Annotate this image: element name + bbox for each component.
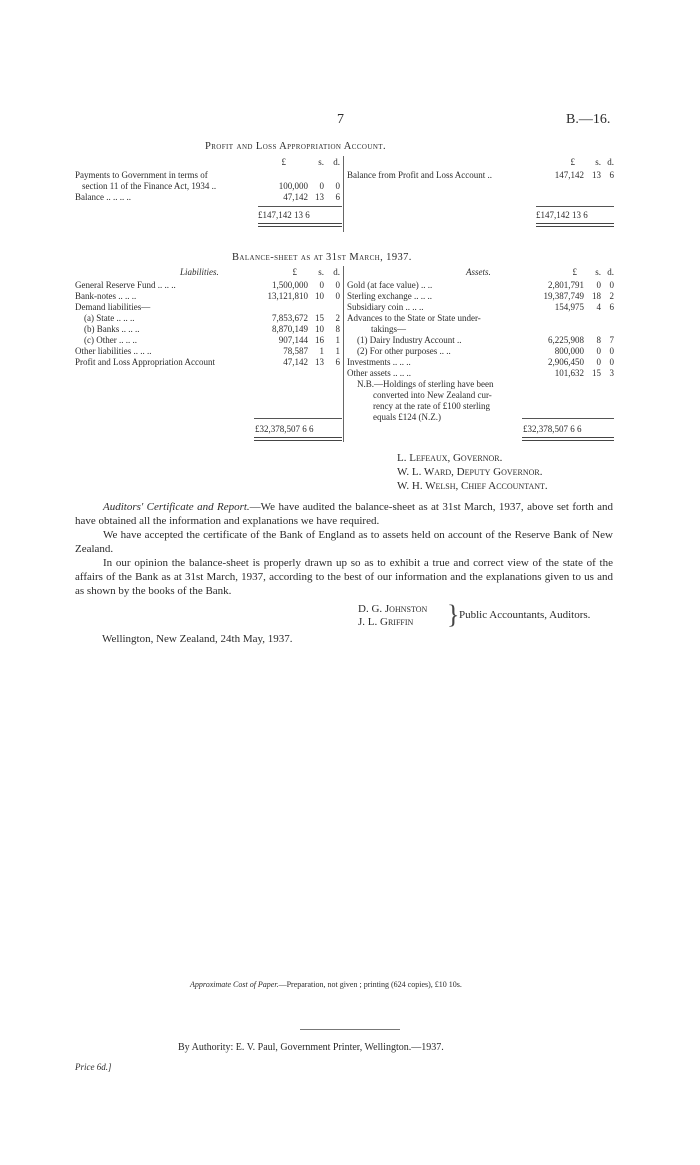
bs-column-divider [343, 266, 344, 442]
pl-left-s: 0 [319, 181, 324, 191]
asset-d: 0 [609, 357, 614, 367]
asset-amount: 2,801,791 [548, 280, 584, 290]
liability-d: 2 [335, 313, 340, 323]
asset-d: 2 [609, 291, 614, 301]
asset-d: 0 [609, 280, 614, 290]
asset-amount: 800,000 [554, 346, 584, 356]
liabilities-total: £32,378,507 6 6 [255, 424, 314, 434]
liability-s: 16 [315, 335, 324, 345]
bs-left-s-header: s. [318, 267, 324, 277]
liability-s: 1 [319, 346, 324, 356]
liability-d: 8 [335, 324, 340, 334]
pl-left-amount: 47,142 [283, 192, 308, 202]
asset-s: 0 [596, 280, 601, 290]
auditors-paragraph-2: We have accepted the certificate of the Bank of England as to assets held on account of the Reserve Bank of New Zealand. [75, 529, 613, 555]
liability-d: 6 [335, 357, 340, 367]
asset-d: 6 [609, 302, 614, 312]
liability-label: (c) Other .. .. .. [84, 335, 137, 345]
pl-right-double-rule [536, 223, 614, 227]
place-and-date: Wellington, New Zealand, 24th May, 1937. [102, 633, 293, 645]
signatory-deputy-governor: W. L. Ward, Deputy Governor. [397, 466, 543, 478]
asset-label: Gold (at face value) .. .. [347, 280, 433, 290]
liability-amount: 907,144 [278, 335, 308, 345]
liability-label: Other liabilities .. .. .. [75, 346, 152, 356]
liability-s: 13 [315, 357, 324, 367]
pl-left-amount: 100,000 [278, 181, 308, 191]
bs-right-double-rule [522, 437, 614, 441]
asset-label: (1) Dairy Industry Account .. [357, 335, 462, 345]
liability-amount: 78,587 [283, 346, 308, 356]
asset-amount: 2,906,450 [548, 357, 584, 367]
bs-right-d-header: d. [607, 267, 614, 277]
assets-heading: Assets. [466, 267, 491, 277]
liability-label: (a) State .. .. .. [84, 313, 135, 323]
asset-label: (2) For other purposes .. .. [357, 346, 451, 356]
liability-label: Demand liabilities— [75, 302, 151, 312]
liability-s: 15 [315, 313, 324, 323]
pl-left-total-rule [258, 206, 342, 207]
pl-left-s: 13 [315, 192, 324, 202]
asset-label: Subsidiary coin .. .. .. [347, 302, 424, 312]
pl-right-amount: 147,142 [554, 170, 584, 180]
asset-amount: 19,387,749 [543, 291, 584, 301]
liability-label: General Reserve Fund .. .. .. [75, 280, 176, 290]
printer-authority: By Authority: E. V. Paul, Government Printer, Wellington.—1937. [178, 1042, 444, 1053]
bs-right-s-header: s. [595, 267, 601, 277]
bs-right-pound-header: £ [572, 267, 577, 277]
cost-of-paper-label: Approximate Cost of Paper. [190, 980, 279, 989]
asset-s: 0 [596, 357, 601, 367]
liability-d: 0 [335, 280, 340, 290]
asset-d: 3 [609, 368, 614, 378]
pl-left-double-rule [258, 223, 342, 227]
pl-left-row-label: Balance .. .. .. .. [75, 192, 131, 202]
asset-amount: 154,975 [554, 302, 584, 312]
signatory-governor: L. Lefeaux, Governor. [397, 452, 503, 464]
sterling-note-line: equals £124 (N.Z.) [373, 412, 441, 422]
balance-sheet-title: Balance-sheet as at 31st March, 1937. [232, 252, 412, 263]
sterling-note-line: converted into New Zealand cur- [373, 390, 492, 400]
liability-s: 10 [315, 324, 324, 334]
pl-right-s-header: s. [595, 157, 601, 167]
pl-left-s-header: s. [318, 157, 324, 167]
liability-d: 1 [335, 346, 340, 356]
pl-right-s: 13 [592, 170, 601, 180]
pl-left-d: 6 [335, 192, 340, 202]
auditors-role: Public Accountants, Auditors. [459, 609, 591, 621]
auditor-griffin: J. L. Griffin [358, 616, 414, 628]
pl-right-d: 6 [609, 170, 614, 180]
asset-label: takings— [371, 324, 406, 334]
liability-amount: 7,853,672 [272, 313, 308, 323]
liability-amount: 1,500,000 [272, 280, 308, 290]
asset-label: Sterling exchange .. .. .. [347, 291, 432, 301]
footer-rule [300, 1029, 400, 1030]
auditors-heading: Auditors' Certificate and Report. [103, 501, 250, 513]
signatory-chief-accountant: W. H. Welsh, Chief Accountant. [397, 480, 548, 492]
price: Price 6d.] [75, 1062, 112, 1072]
cost-of-paper-text: —Preparation, not given ; printing (624 copies), £10 10s. [278, 980, 462, 989]
liability-amount: 8,870,149 [272, 324, 308, 334]
pl-right-pound-header: £ [570, 157, 575, 167]
bs-left-d-header: d. [333, 267, 340, 277]
liability-label: Bank-notes .. .. .. [75, 291, 137, 301]
auditors-brace: } [447, 600, 460, 629]
pl-right-total: £147,142 13 6 [536, 210, 588, 220]
pl-column-divider [343, 156, 344, 232]
profit-loss-title: Profit and Loss Appropriation Account. [205, 141, 386, 152]
liability-s: 10 [315, 291, 324, 301]
pl-right-total-rule [536, 206, 614, 207]
page-number: 7 [337, 112, 344, 127]
sterling-note-line: rency at the rate of £100 sterling [373, 401, 490, 411]
asset-label: Other assets .. .. .. [347, 368, 411, 378]
asset-d: 0 [609, 346, 614, 356]
liability-amount: 47,142 [283, 357, 308, 367]
auditors-paragraph-1 [75, 500, 613, 528]
liability-d: 0 [335, 291, 340, 301]
liability-label: (b) Banks .. .. .. [84, 324, 140, 334]
asset-label: Advances to the State or State under- [347, 313, 481, 323]
liability-amount: 13,121,810 [267, 291, 308, 301]
pl-right-d-header: d. [607, 157, 614, 167]
bs-left-total-rule [254, 418, 342, 419]
asset-amount: 101,632 [554, 368, 584, 378]
pl-left-pound-header: £ [281, 157, 286, 167]
asset-s: 4 [596, 302, 601, 312]
auditors-paragraph-3: In our opinion the balance-sheet is properly drawn up so as to exhibit a true and correct view of the state of the affairs of the Bank as at 31st March, 1937, according to the best of our information and the explanations given to us and as shown by the books of the Bank. [75, 557, 613, 597]
auditor-johnston: D. G. Johnston [358, 603, 428, 615]
pl-left-d-header: d. [333, 157, 340, 167]
assets-total: £32,378,507 6 6 [523, 424, 582, 434]
bs-left-pound-header: £ [292, 267, 297, 277]
liability-label: Profit and Loss Appropriation Account [75, 357, 215, 367]
cost-of-paper [190, 980, 462, 989]
sterling-note-line: N.B.—Holdings of sterling have been [357, 379, 494, 389]
liabilities-heading: Liabilities. [180, 267, 219, 277]
asset-s: 15 [592, 368, 601, 378]
asset-label: Investments .. .. .. [347, 357, 411, 367]
bs-left-double-rule [254, 437, 342, 441]
liability-d: 1 [335, 335, 340, 345]
asset-amount: 6,225,908 [548, 335, 584, 345]
pl-left-row-label: Payments to Government in terms of [75, 170, 208, 180]
asset-s: 0 [596, 346, 601, 356]
pl-right-row-label: Balance from Profit and Loss Account .. [347, 170, 492, 180]
liability-s: 0 [319, 280, 324, 290]
asset-s: 18 [592, 291, 601, 301]
asset-s: 8 [596, 335, 601, 345]
document-reference: B.—16. [566, 112, 611, 127]
pl-left-d: 0 [335, 181, 340, 191]
bs-right-total-rule [522, 418, 614, 419]
auditors-paragraph-1-text: —We have audited the balance-sheet as at 31st March, 1937, above set forth and have obtained all the information and explanations we have required. [75, 501, 613, 527]
asset-d: 7 [609, 335, 614, 345]
pl-left-total: £147,142 13 6 [258, 210, 310, 220]
pl-left-row-label: section 11 of the Finance Act, 1934 .. [82, 181, 217, 191]
